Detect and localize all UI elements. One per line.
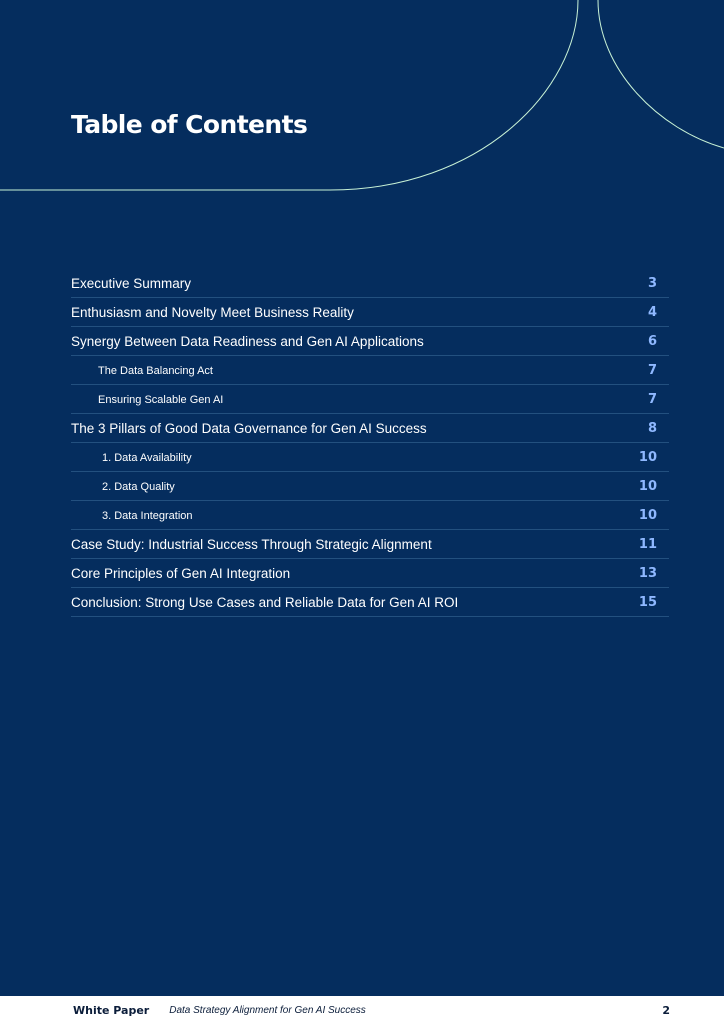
toc-entry-page: 11 bbox=[638, 537, 657, 552]
toc-entry-label: Conclusion: Strong Use Cases and Reliable Data for Gen AI ROI bbox=[71, 595, 459, 610]
toc-entry-label: 2. Data Quality bbox=[102, 480, 175, 493]
toc-entry-label: Synergy Between Data Readiness and Gen AI Applications bbox=[71, 334, 424, 349]
toc-entry-label: Case Study: Industrial Success Through Strategic Alignment bbox=[71, 537, 432, 552]
toc-entry-label: The Data Balancing Act bbox=[98, 364, 213, 377]
toc-entry[interactable] bbox=[71, 328, 669, 356]
toc-entry-label: Core Principles of Gen AI Integration bbox=[71, 566, 291, 581]
footer-brand: White Paper bbox=[73, 1003, 150, 1017]
toc-entry-page: 10 bbox=[638, 508, 657, 523]
toc-entry-page: 10 bbox=[638, 450, 657, 465]
page-title: Table of Contents bbox=[71, 110, 308, 139]
toc-subentry[interactable] bbox=[71, 502, 669, 530]
toc-entry[interactable] bbox=[71, 531, 669, 559]
toc-entry-label: Executive Summary bbox=[71, 276, 192, 291]
toc-entry-page: 6 bbox=[647, 334, 657, 349]
toc-entry-label: Enthusiasm and Novelty Meet Business Reality bbox=[71, 305, 354, 320]
toc-entry-page: 7 bbox=[647, 363, 657, 378]
toc-entry-label: 3. Data Integration bbox=[102, 509, 193, 522]
toc-entry[interactable] bbox=[71, 299, 669, 327]
toc-entry[interactable] bbox=[71, 560, 669, 588]
decorative-arc-right bbox=[598, 0, 724, 148]
footer-page-number: 2 bbox=[662, 1003, 670, 1017]
toc-entry-page: 8 bbox=[647, 421, 657, 436]
toc-entry-page: 4 bbox=[647, 305, 657, 320]
table-of-contents bbox=[71, 270, 669, 617]
toc-entry-label: Ensuring Scalable Gen AI bbox=[98, 393, 224, 406]
toc-entry-page: 10 bbox=[638, 479, 657, 494]
toc-subentry[interactable] bbox=[71, 444, 669, 472]
toc-entry-page: 13 bbox=[638, 566, 657, 581]
decorative-arc-left bbox=[0, 0, 578, 190]
toc-entry[interactable] bbox=[71, 415, 669, 443]
toc-entry[interactable] bbox=[71, 270, 669, 298]
toc-entry-label: 1. Data Availability bbox=[102, 451, 192, 464]
toc-entry-label: The 3 Pillars of Good Data Governance for Gen AI Success bbox=[71, 421, 427, 436]
toc-subentry[interactable] bbox=[71, 473, 669, 501]
toc-entry[interactable] bbox=[71, 589, 669, 617]
toc-subentry[interactable] bbox=[71, 386, 669, 414]
footer-document-title: Data Strategy Alignment for Gen AI Success bbox=[169, 1004, 366, 1016]
toc-entry-page: 7 bbox=[647, 392, 657, 407]
toc-entry-page: 15 bbox=[638, 595, 657, 610]
page-footer bbox=[0, 996, 724, 1024]
toc-subentry[interactable] bbox=[71, 357, 669, 385]
toc-entry-page: 3 bbox=[647, 276, 657, 291]
